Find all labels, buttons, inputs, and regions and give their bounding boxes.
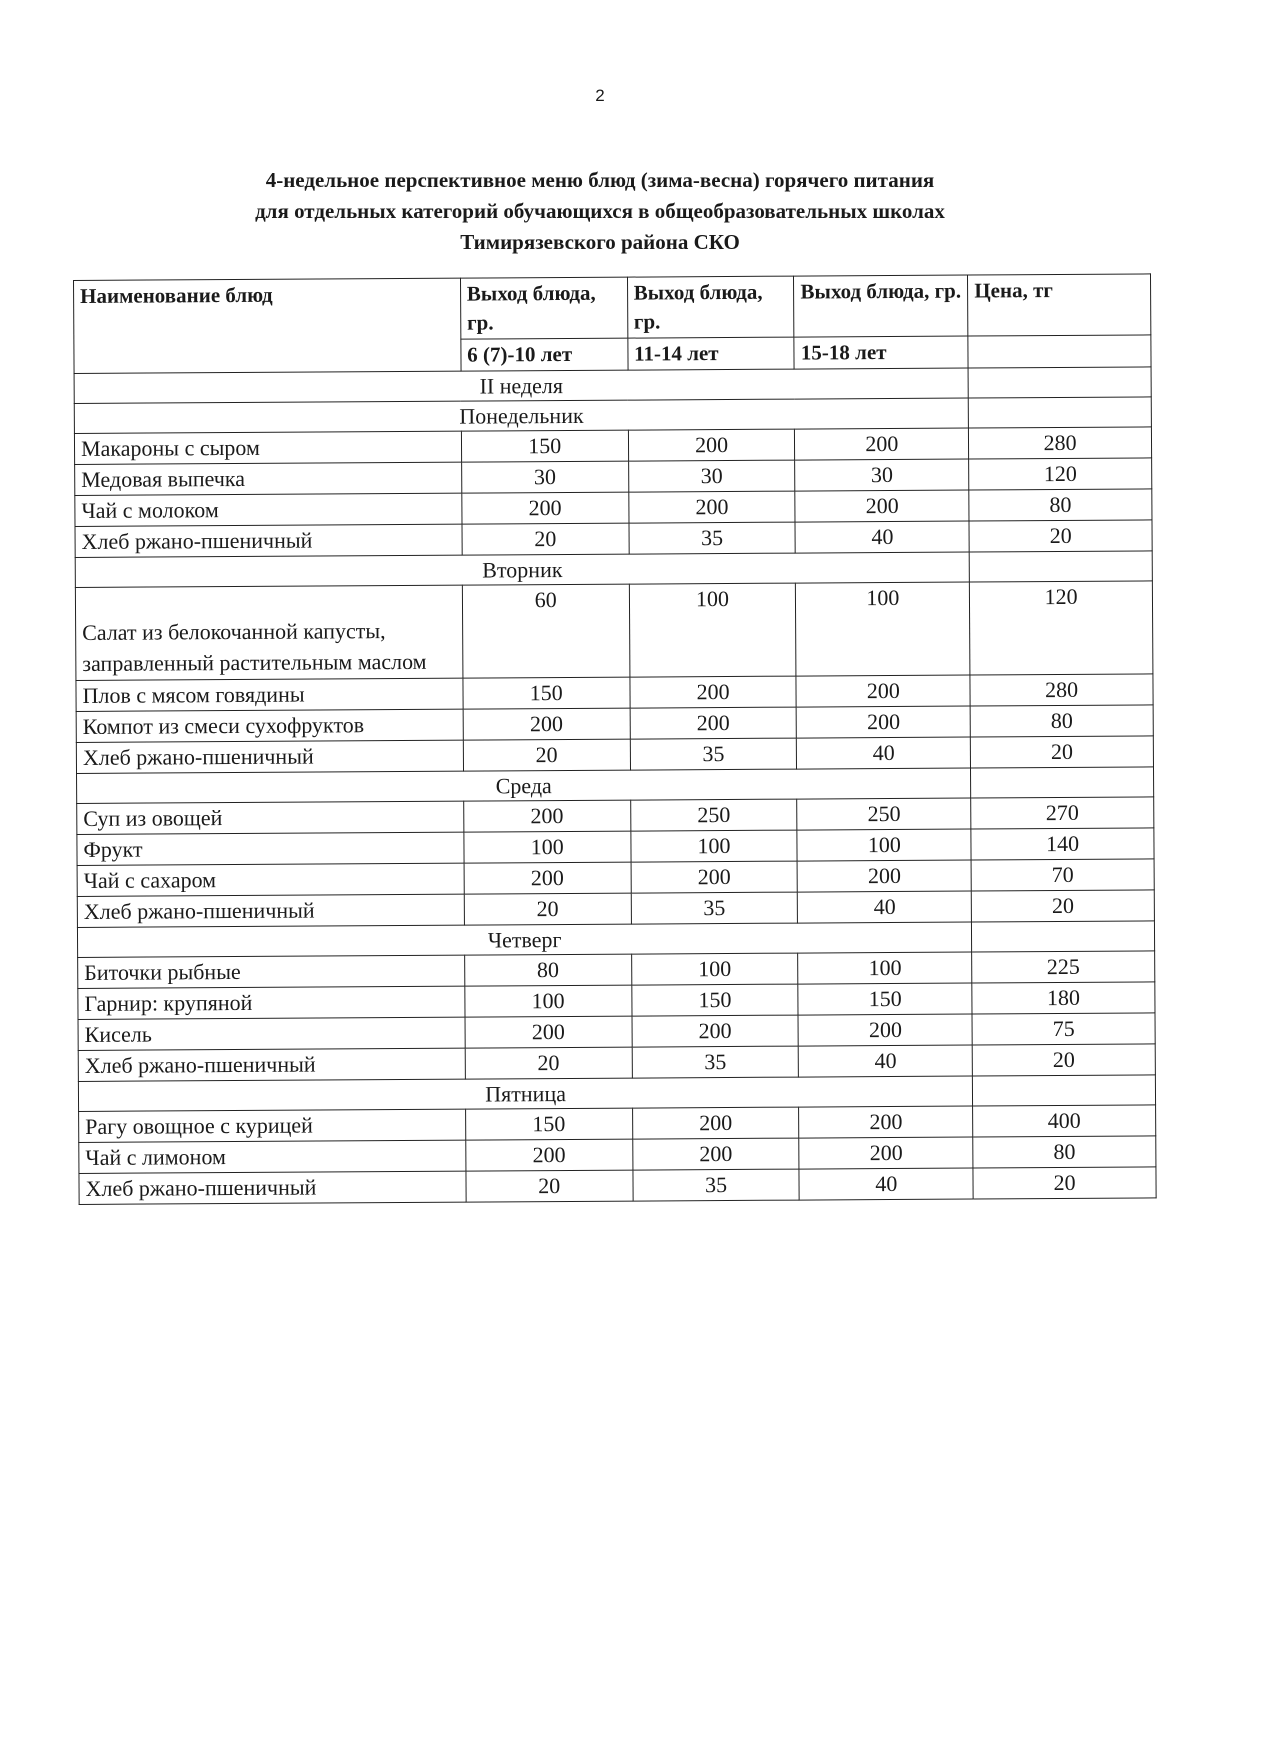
output-6-10: 150 [465, 1108, 632, 1140]
header-age-3: 15-18 лет [794, 336, 968, 369]
output-6-10: 200 [463, 800, 630, 832]
price-value: 225 [972, 951, 1155, 983]
day-label: Вторник [75, 552, 969, 587]
output-11-14: 200 [628, 491, 795, 523]
header-output-col2: Выход блюда, гр. [627, 276, 794, 338]
price-value: 70 [971, 859, 1154, 891]
price-value: 280 [969, 427, 1152, 459]
price-value: 20 [973, 1167, 1156, 1199]
dish-name: Фрукт [77, 832, 464, 865]
output-6-10: 100 [464, 831, 631, 863]
output-6-10: 200 [466, 1139, 633, 1171]
dish-name: Чай с молоком [75, 493, 462, 526]
output-6-10: 150 [463, 677, 630, 709]
output-6-10: 80 [464, 954, 631, 986]
output-11-14: 250 [630, 799, 797, 831]
output-11-14: 200 [632, 1107, 799, 1139]
output-11-14: 200 [630, 676, 797, 708]
header-age-1: 6 (7)-10 лет [461, 338, 628, 371]
price-value: 180 [972, 982, 1155, 1014]
output-11-14: 35 [632, 1046, 799, 1078]
output-15-18: 150 [798, 983, 972, 1015]
day-price-empty [973, 1075, 1156, 1106]
price-value: 120 [970, 581, 1153, 675]
output-11-14: 35 [629, 522, 796, 554]
dish-name: Кисель [78, 1017, 465, 1050]
dish-name: Компот из смеси сухофруктов [76, 709, 463, 742]
dish-name: Суп из овощей [77, 801, 464, 834]
dish-name: Хлеб ржано-пшеничный [79, 1171, 466, 1204]
day-price-empty [968, 397, 1151, 428]
output-15-18: 250 [797, 798, 971, 830]
output-15-18: 40 [795, 521, 969, 553]
output-15-18: 40 [797, 737, 971, 769]
dish-row [79, 1167, 1156, 1205]
output-15-18: 200 [797, 706, 971, 738]
output-11-14: 100 [630, 830, 797, 862]
output-15-18: 40 [798, 891, 972, 923]
output-15-18: 40 [799, 1045, 973, 1077]
day-label: Среда [77, 768, 971, 803]
dish-row [75, 581, 1153, 681]
output-15-18: 100 [798, 952, 972, 984]
output-11-14: 30 [628, 460, 795, 492]
output-11-14: 200 [628, 429, 795, 461]
dish-name: Гарнир: крупяной [78, 986, 465, 1019]
output-11-14: 150 [631, 984, 798, 1016]
dish-name: Рагу овощное с курицей [79, 1109, 466, 1142]
header-price: Цена, тг [968, 274, 1151, 336]
output-15-18: 200 [798, 1014, 972, 1046]
price-value: 20 [969, 520, 1152, 552]
output-11-14: 200 [631, 861, 798, 893]
output-6-10: 30 [461, 461, 628, 493]
dish-name: Хлеб ржано-пшеничный [76, 740, 463, 773]
output-15-18: 200 [799, 1137, 973, 1169]
dish-name: Хлеб ржано-пшеничный [77, 894, 464, 927]
header-row [74, 274, 1151, 342]
price-value: 140 [971, 828, 1154, 860]
price-value: 120 [969, 458, 1152, 490]
header-output-col1: Выход блюда, гр. [460, 277, 627, 339]
output-6-10: 100 [465, 985, 632, 1017]
dish-name: Медовая выпечка [75, 462, 462, 495]
output-15-18: 100 [797, 829, 971, 861]
output-11-14: 35 [631, 892, 798, 924]
title-line-2: для отдельных категорий обучающихся в общеобразовательных школах [255, 199, 945, 223]
day-price-empty [972, 921, 1155, 952]
day-price-empty [969, 551, 1152, 582]
output-6-10: 20 [463, 739, 630, 771]
dish-name: Хлеб ржано-пшеничный [78, 1048, 465, 1081]
price-value: 80 [973, 1136, 1156, 1168]
title-line-1: 4-недельное перспективное меню блюд (зима-весна) горячего питания [265, 168, 935, 192]
dish-name: Хлеб ржано-пшеничный [75, 524, 462, 557]
price-value: 280 [970, 674, 1153, 706]
output-6-10: 150 [461, 430, 628, 462]
price-value: 75 [972, 1013, 1155, 1045]
title-line-3: Тимирязевского района СКО [460, 230, 740, 254]
output-6-10: 20 [466, 1170, 633, 1202]
document-title [100, 165, 1100, 258]
output-11-14: 200 [632, 1015, 799, 1047]
output-15-18: 200 [796, 675, 970, 707]
header-age-price-empty [968, 335, 1151, 368]
dish-name: Салат из белокочанной капусты, заправленный растительным маслом [75, 585, 462, 680]
price-value: 80 [970, 705, 1153, 737]
price-value: 400 [973, 1105, 1156, 1137]
output-6-10: 200 [463, 708, 630, 740]
dish-name: Биточки рыбные [78, 955, 465, 988]
output-15-18: 200 [795, 428, 969, 460]
dish-name: Чай с сахаром [77, 863, 464, 896]
header-output-col3: Выход блюда, гр. [794, 275, 968, 337]
price-value: 270 [971, 797, 1154, 829]
output-6-10: 20 [465, 1047, 632, 1079]
output-11-14: 35 [630, 738, 797, 770]
output-6-10: 60 [462, 584, 629, 678]
dish-name: Плов с мясом говядины [76, 678, 463, 711]
price-value: 20 [971, 736, 1154, 768]
week-label: II неделя [74, 368, 968, 403]
output-15-18: 200 [797, 860, 971, 892]
output-11-14: 100 [631, 953, 798, 985]
output-15-18: 200 [795, 490, 969, 522]
output-11-14: 200 [630, 707, 797, 739]
header-dish-name: Наименование блюд [74, 278, 461, 373]
menu-body [74, 367, 1156, 1205]
output-11-14: 35 [633, 1169, 800, 1201]
price-value: 80 [969, 489, 1152, 521]
dish-name: Макароны с сыром [74, 431, 461, 464]
output-6-10: 20 [462, 523, 629, 555]
output-11-14: 100 [629, 583, 796, 677]
output-6-10: 200 [464, 862, 631, 894]
output-15-18: 100 [796, 582, 970, 676]
page-number: 2 [595, 86, 605, 105]
day-price-empty [971, 767, 1154, 798]
menu-table [73, 273, 1157, 1205]
day-label: Пятница [78, 1076, 972, 1111]
price-value: 20 [972, 1044, 1155, 1076]
output-6-10: 200 [465, 1016, 632, 1048]
output-11-14: 200 [632, 1138, 799, 1170]
dish-name: Чай с лимоном [79, 1140, 466, 1173]
day-label: Понедельник [74, 398, 968, 433]
day-label: Четверг [77, 922, 971, 957]
output-15-18: 40 [799, 1168, 973, 1200]
output-6-10: 200 [462, 492, 629, 524]
output-15-18: 200 [799, 1106, 973, 1138]
price-value: 20 [971, 890, 1154, 922]
header-age-2: 11-14 лет [627, 337, 794, 370]
output-6-10: 20 [464, 893, 631, 925]
week-price-empty [968, 367, 1151, 398]
output-15-18: 30 [795, 459, 969, 491]
